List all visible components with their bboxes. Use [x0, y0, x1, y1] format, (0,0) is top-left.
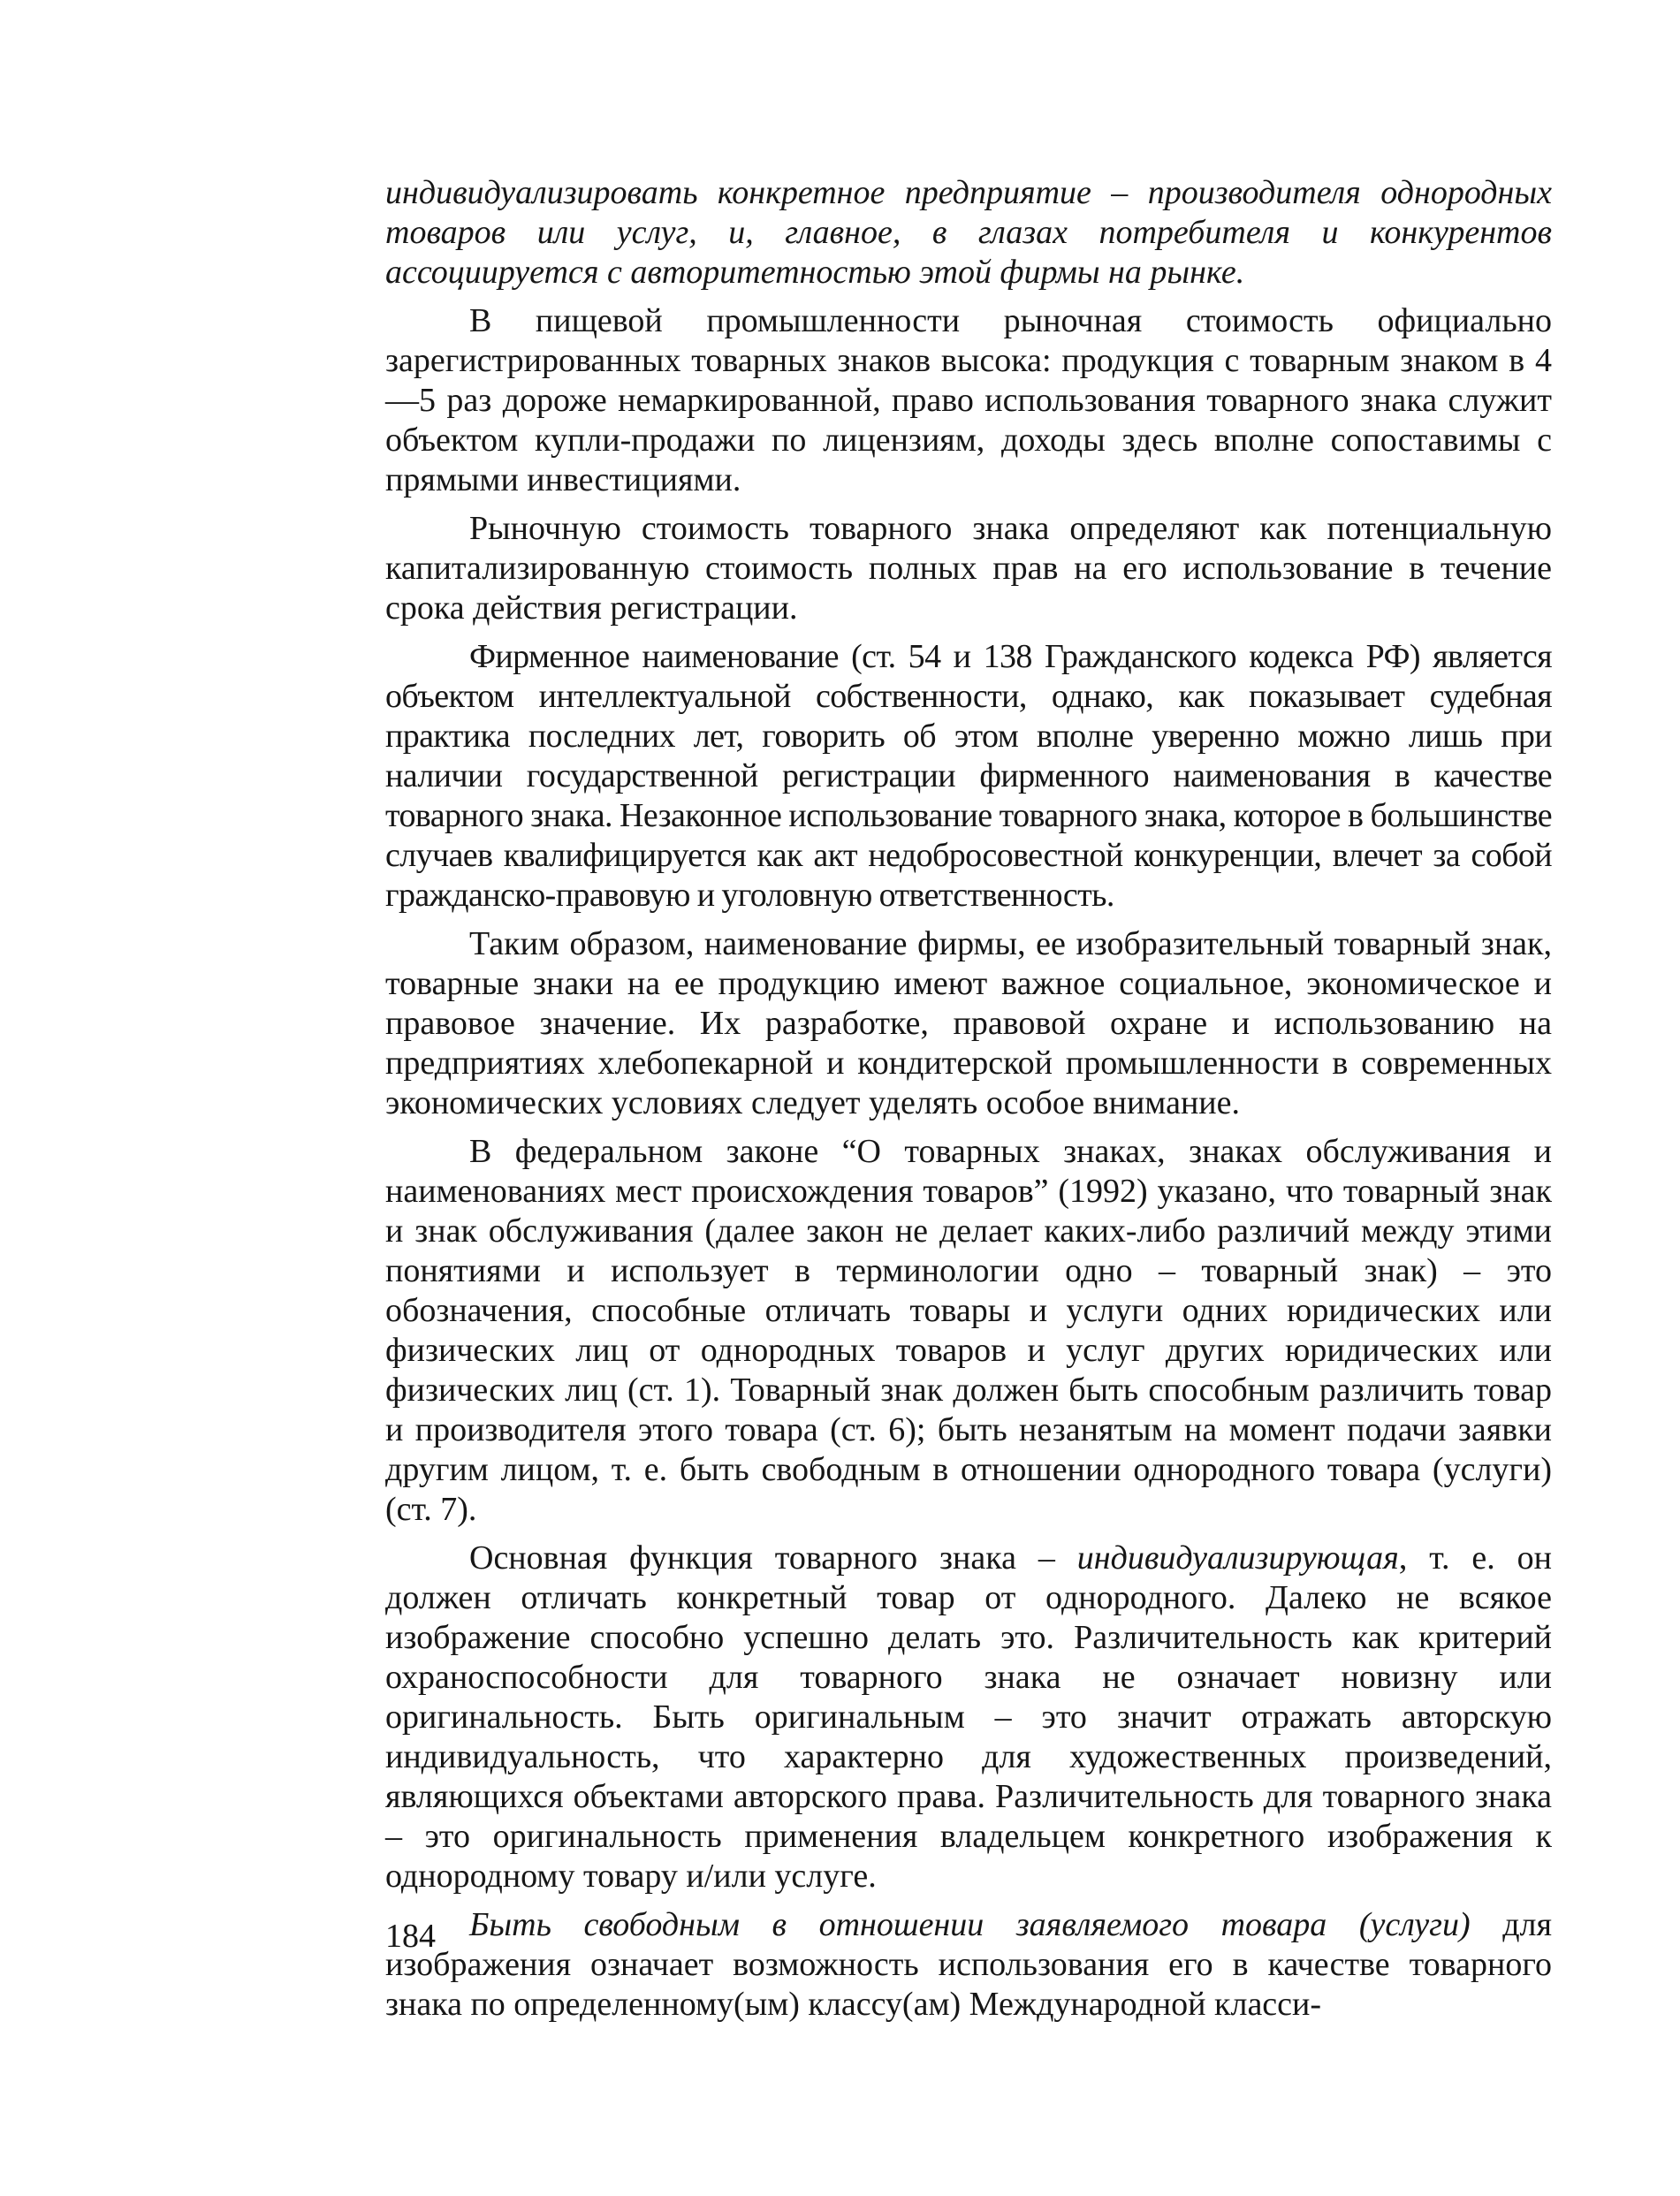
- paragraph-text: , т. е. он должен отличать конкретный товар от однородного. Далеко не всякое изображение способно успешно делать это. Различительность как критерий охраноспособности для товарного знака не означает новизну или оригинальность. Быть оригинальным – это значит отражать авторскую индивидуальность, что характерно для художественных произведений, являющихся объектами авторского права. Различительность для товарного знака – это оригинальность применения владельцем конкретного изображения к однородному товару и/или услуге.: [385, 1539, 1552, 1895]
- paragraph: [385, 1539, 1552, 1896]
- paragraph-text: Таким образом, наименование фирмы, ее изобразительный товарный знак, товарные знаки на ее продукцию имеют важное социальное, экономическое и правовое значение. Их разработке, правовой охране и использованию на предприятиях хлебопекарной и кондитерской промышленности в современных экономических условиях следует уделять особое внимание.: [385, 925, 1552, 1121]
- paragraph-text: Основная функция товарного знака –: [469, 1539, 1077, 1577]
- paragraph-text: В федеральном законе “О товарных знаках, знаках обслуживания и наименованиях мест происхождения товаров” (1992) указано, что товарный знак и знак обслуживания (далее закон не делает каких-либо различий между этими понятиями и использует в терминологии одно – товарный знак) – это обозначения, способные отличать товары и услуги одних юридических или физических лиц от однородных товаров и услуг других юридических или физических лиц (ст. 1). Товарный знак должен быть способным различить товар и производителя этого товара (ст. 6); быть незанятым на момент подачи заявки другим лицом, т. е. быть свободным в отношении однородного товара (услуги) (ст. 7).: [385, 1133, 1552, 1528]
- paragraph-text: Фирменное наименование (ст. 54 и 138 Гражданского кодекса РФ) является объектом интеллектуальной собственности, однако, как показывает судебная практика последних лет, говорить об этом вполне уверенно можно лишь при наличии государственной регистрации фирменного наименования в качестве товарного знака. Незаконное использование товарного знака, которое в большинстве случаев квалифицируется как акт недобросовестной конкуренции, влечет за собой гражданско-правовую и уголовную ответственность.: [385, 638, 1552, 914]
- paragraph-text: Рыночную стоимость товарного знака определяют как потенциальную капитализированную стоимость полных прав на его использование в течение срока действия регистрации.: [385, 510, 1552, 627]
- paragraph: [385, 1905, 1552, 2025]
- italic-text: Быть свободным в отношении заявляемого товара (услуги): [469, 1906, 1471, 1943]
- italic-text: индивидуализировать конкретное предприятие – производителя однородных товаров или услуг, и, главное, в глазах потребителя и конкурентов ассоциируется с авторитетностью этой фирмы на рынке.: [385, 174, 1552, 291]
- paragraph: [385, 637, 1552, 916]
- paragraph: [385, 924, 1552, 1123]
- paragraph: [385, 509, 1552, 628]
- paragraph: [385, 301, 1552, 500]
- italic-text: индивидуализирующая: [1076, 1539, 1399, 1577]
- paragraph-text: В пищевой промышленности рыночная стоимость официально зарегистрированных товарных знаков высока: продукция с товарным знаком в 4—5 раз дороже немаркированной, право использования товарного знака служит объектом купли-продажи по лицензиям, доходы здесь вполне сопоставимы с прямыми инвестициями.: [385, 302, 1552, 498]
- page-number: 184: [385, 1918, 436, 1955]
- paragraph: [385, 1132, 1552, 1530]
- page-body: [385, 173, 1552, 2025]
- paragraph: [385, 173, 1552, 293]
- paragraph-text: для изображения означает возможность использования его в качестве товарного знака по определенному(ым) классу(ам) Международной класси-: [385, 1906, 1552, 2023]
